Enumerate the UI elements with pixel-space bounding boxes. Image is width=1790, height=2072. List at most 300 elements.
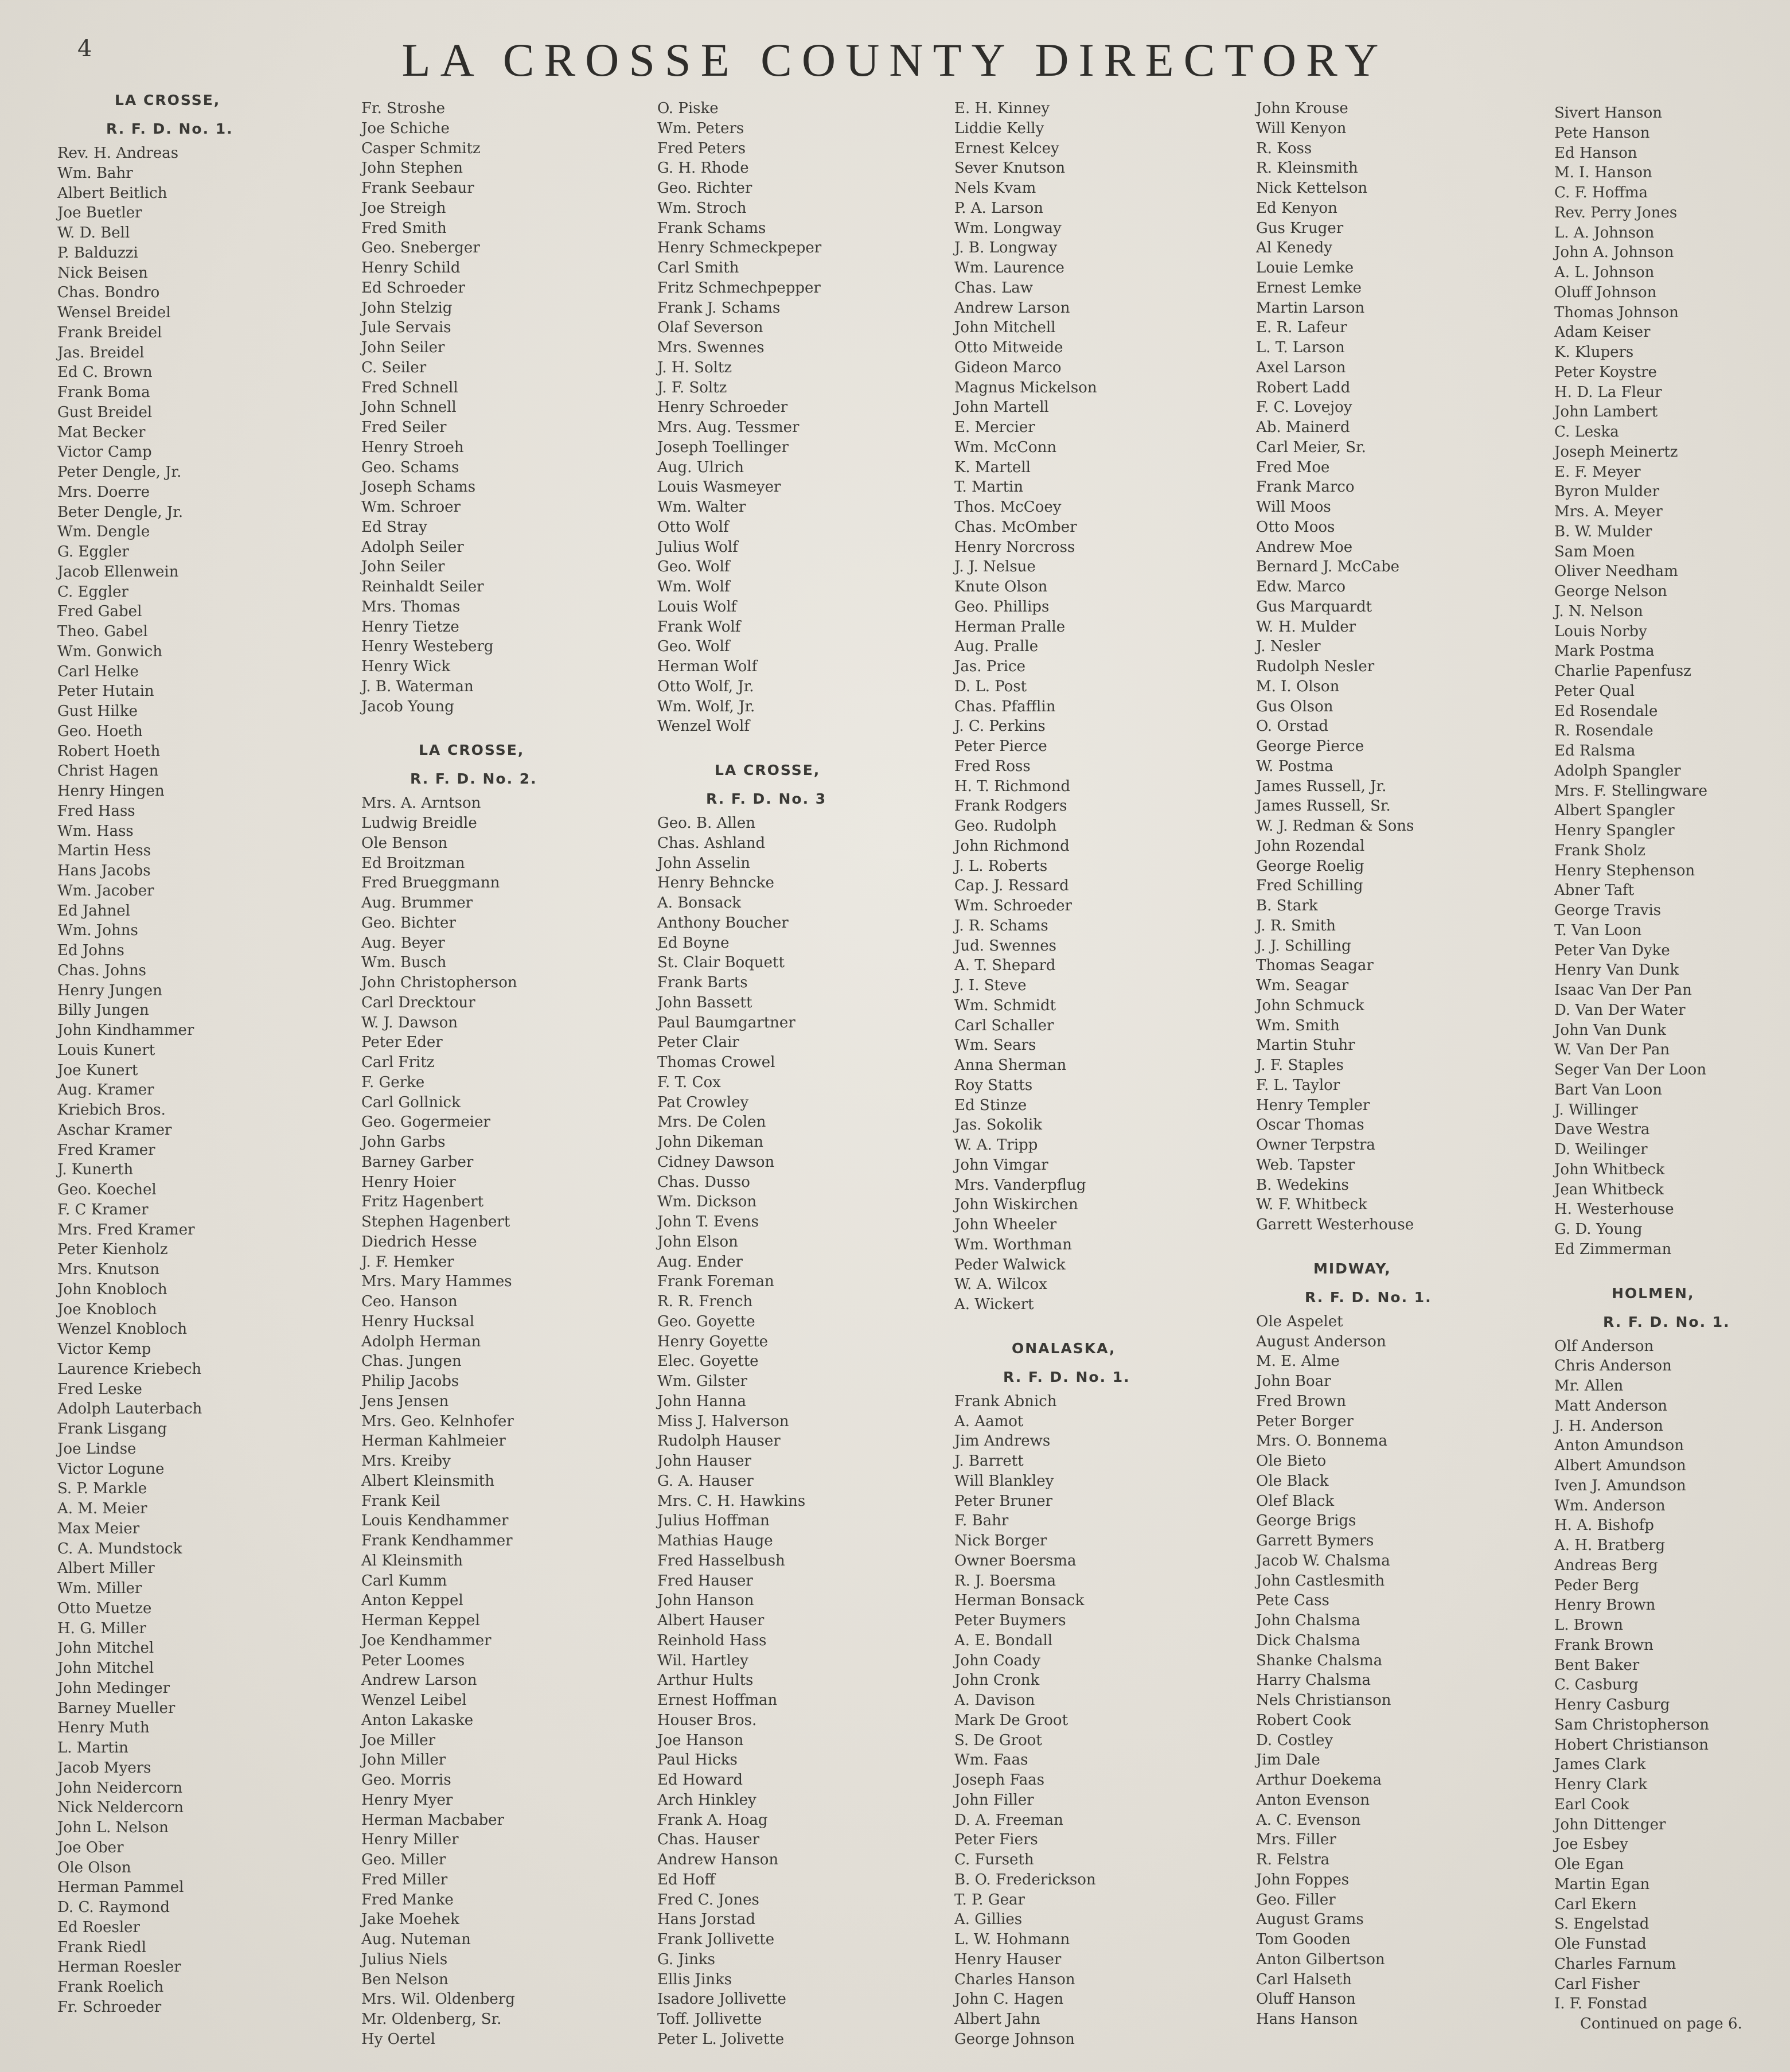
directory-entry: Joe Knobloch [57, 1300, 157, 1318]
directory-entry: Frank Brown [1554, 1636, 1653, 1654]
directory-entry: Mrs. Aug. Tessmer [657, 419, 800, 436]
directory-entry: Thomas Seagar [1256, 957, 1374, 975]
directory-entry: John Cronk [954, 1672, 1040, 1689]
directory-entry: Anton Amundson [1554, 1437, 1684, 1455]
section-heading: LA CROSSE, [419, 742, 525, 759]
directory-entry: Mrs. Doerre [57, 483, 150, 501]
directory-entry: John Dikeman [657, 1134, 764, 1151]
section-subheading: R. F. D. No. 3 [706, 790, 827, 807]
directory-entry: Fr. Stroshe [361, 100, 445, 117]
directory-entry: Houser Bros. [657, 1711, 757, 1729]
directory-entry: Hans Jorstad [657, 1911, 755, 1929]
directory-entry: Sam Christopherson [1554, 1716, 1710, 1734]
directory-entry: Pat Crowley [657, 1093, 749, 1111]
directory-entry: Henry Norcross [954, 538, 1075, 556]
directory-entry: Thomas Johnson [1554, 303, 1679, 321]
directory-entry: D. Van Der Water [1554, 1001, 1686, 1019]
name-list [361, 793, 648, 2049]
directory-entry: John Elson [657, 1233, 738, 1251]
directory-entry: Wm. Faas [954, 1751, 1028, 1769]
directory-entry: Joe Streigh [361, 199, 446, 217]
directory-entry: J. J. Nelsue [954, 558, 1036, 576]
directory-entry: Wm. Laurence [954, 259, 1064, 276]
directory-entry: Wm. Hass [57, 822, 134, 840]
directory-entry: Peder Walwick [954, 1256, 1066, 1273]
directory-entry: John Coady [954, 1652, 1041, 1669]
directory-entry: John Filler [954, 1791, 1034, 1809]
directory-entry: Magnus Mickelson [954, 379, 1097, 396]
directory-entry: Jud. Swennes [954, 937, 1057, 955]
directory-entry: Carl Ekern [1554, 1895, 1637, 1913]
directory-entry: Frank Rodgers [954, 797, 1067, 815]
directory-entry: Otto Mitweide [954, 339, 1063, 356]
directory-entry: Herman Pammel [57, 1879, 184, 1896]
directory-entry: Ernest Hoffman [657, 1692, 778, 1709]
directory-entry: Robert Hoeth [57, 742, 161, 760]
directory-entry: T. P. Gear [954, 1891, 1025, 1909]
directory-entry: Peter Dengle, Jr. [57, 464, 182, 481]
directory-entry: Oluff Johnson [1554, 283, 1657, 301]
directory-entry: Martin Stuhr [1256, 1037, 1355, 1054]
directory-entry: Fred Miller [361, 1871, 448, 1888]
directory-entry: Aug. Brummer [361, 894, 473, 912]
directory-entry: Hobert Christianson [1554, 1736, 1709, 1754]
directory-entry: Jule Servais [361, 319, 451, 337]
directory-entry: Louis Wasmeyer [657, 478, 781, 496]
directory-entry: Albert Miller [57, 1560, 155, 1578]
directory-entry: Mrs. Swennes [657, 339, 765, 356]
directory-entry: M. E. Alme [1256, 1353, 1340, 1370]
directory-entry: E. Mercier [954, 419, 1035, 436]
directory-entry: Henry Casburg [1554, 1696, 1670, 1713]
directory-entry: Wm. Gilster [657, 1373, 747, 1390]
directory-entry: Rev. Perry Jones [1554, 204, 1678, 221]
directory-entry: Wm. Walter [657, 498, 746, 516]
directory-entry: Thomas Crowel [657, 1054, 775, 1071]
directory-entry: John Castlesmith [1256, 1572, 1385, 1590]
directory-entry: Fred Schnell [361, 379, 458, 396]
directory-entry: Axel Larson [1256, 359, 1346, 376]
directory-entry: C. Seiler [361, 359, 427, 376]
directory-entry: H. Westerhouse [1554, 1201, 1674, 1218]
directory-entry: Julius Hoffman [657, 1512, 770, 1530]
directory-entry: Rudolph Nesler [1256, 658, 1375, 675]
directory-entry: Henry Miller [361, 1831, 459, 1849]
name-list [657, 99, 944, 737]
directory-entry: F. C. Lovejoy [1256, 399, 1352, 416]
directory-entry: A. Aamot [954, 1412, 1024, 1430]
directory-entry: Nick Borger [954, 1532, 1047, 1549]
directory-entry: Olaf Severson [657, 319, 763, 337]
directory-entry: Rudolph Hauser [657, 1432, 781, 1450]
directory-entry: Arch Hinkley [657, 1791, 756, 1809]
directory-entry: Frank Abnich [954, 1392, 1057, 1410]
directory-entry: P. Balduzzi [57, 244, 138, 262]
directory-entry: Wm. Johns [57, 922, 138, 940]
directory-entry: Henry Clark [1554, 1776, 1648, 1793]
directory-entry: Barney Mueller [57, 1699, 176, 1717]
directory-entry: Joe Hanson [657, 1731, 744, 1749]
directory-entry: Fr. Schroeder [57, 1998, 162, 2016]
directory-entry: K. Klupers [1554, 344, 1634, 361]
directory-entry: Carl Fisher [1554, 1975, 1640, 1993]
directory-entry: John Wheeler [954, 1216, 1057, 1233]
directory-column-2 [361, 99, 648, 2050]
directory-entry: Albert Kleinsmith [361, 1472, 494, 1490]
directory-entry: A. Davison [954, 1692, 1035, 1709]
directory-column-4 [954, 99, 1241, 2050]
directory-entry: Pete Hanson [1554, 124, 1650, 142]
directory-entry: Wm. Anderson [1554, 1497, 1666, 1514]
name-list [657, 813, 944, 2050]
directory-entry: Ole Aspelet [1256, 1312, 1343, 1330]
directory-entry: John Knobloch [57, 1280, 167, 1298]
directory-entry: Frank A. Hoag [657, 1811, 768, 1829]
directory-entry: Jas. Breidel [57, 344, 145, 361]
directory-entry: E. F. Meyer [1554, 463, 1641, 481]
directory-entry: Dave Westra [1554, 1121, 1650, 1139]
directory-entry: Arthur Doekema [1256, 1771, 1382, 1789]
directory-entry: Owner Boersma [954, 1552, 1077, 1569]
directory-entry: Laurence Kriebech [57, 1360, 202, 1378]
directory-entry: M. I. Olson [1256, 677, 1340, 695]
section-heading: LA CROSSE, [115, 92, 221, 108]
directory-entry: Ed Schroeder [361, 279, 465, 297]
directory-entry: Ed Rosendale [1554, 702, 1658, 720]
directory-entry: A. T. Shepard [954, 957, 1056, 975]
directory-entry: C. Eggler [57, 583, 128, 601]
directory-entry: Joe Kunert [57, 1061, 138, 1079]
directory-entry: Ed Howard [657, 1771, 743, 1789]
section-heading: HOLMEN, [1612, 1284, 1695, 1302]
directory-entry: John Whitbeck [1554, 1160, 1665, 1178]
directory-entry: James Russell, Sr. [1256, 797, 1391, 815]
directory-entry: Otto Wolf, Jr. [657, 677, 754, 695]
directory-entry: Mrs. Wil. Oldenberg [361, 1991, 515, 2008]
directory-entry: George Nelson [1554, 583, 1667, 600]
directory-entry: A. M. Meier [57, 1500, 147, 1517]
directory-entry: Mrs. C. H. Hawkins [657, 1492, 806, 1510]
directory-entry: H. T. Richmond [954, 777, 1071, 795]
directory-entry: John Vimgar [954, 1156, 1048, 1174]
directory-entry: Frank Boma [57, 384, 150, 401]
directory-entry: G. H. Rhode [657, 159, 749, 177]
directory-entry: D. Weilinger [1554, 1141, 1648, 1158]
directory-entry: Gus Olson [1256, 698, 1333, 715]
directory-entry: Geo. Wolf [657, 638, 730, 656]
name-list [1256, 1312, 1543, 2030]
directory-entry: Geo. Goyette [657, 1312, 755, 1330]
directory-entry: Peter Hutain [57, 683, 154, 700]
directory-entry: Carl Fritz [361, 1054, 435, 1071]
directory-entry: Mrs. Filler [1256, 1831, 1336, 1849]
directory-entry: Peter Qual [1554, 682, 1635, 700]
directory-entry: R. J. Boersma [954, 1572, 1056, 1590]
directory-entry: Chas. Pfafflin [954, 698, 1056, 715]
directory-entry: Ole Egan [1554, 1856, 1624, 1873]
directory-entry: Ole Black [1256, 1472, 1329, 1490]
directory-entry: Wm. Longway [954, 219, 1062, 237]
directory-entry: C. F. Hoffma [1554, 184, 1648, 201]
directory-entry: Robert Ladd [1256, 379, 1351, 396]
directory-entry: Billy Jungen [57, 1002, 149, 1019]
directory-entry: Henry Hingen [57, 782, 165, 800]
directory-entry: Wm. Sears [954, 1037, 1036, 1054]
directory-entry: Aug. Pralle [954, 638, 1039, 656]
directory-entry: Carl Halseth [1256, 1970, 1352, 1988]
directory-entry: Hy Oertel [361, 2030, 435, 2048]
directory-entry: Max Meier [57, 1520, 140, 1537]
directory-entry: George Johnson [954, 2030, 1075, 2048]
directory-entry: Geo. Phillips [954, 598, 1050, 616]
directory-entry: G. D. Young [1554, 1221, 1643, 1238]
directory-entry: Joseph Schams [361, 478, 476, 496]
directory-entry: J. Kunerth [57, 1161, 134, 1179]
directory-entry: Geo. Koechel [57, 1181, 157, 1198]
directory-entry: Albert Hauser [657, 1612, 765, 1629]
directory-entry: Shanke Chalsma [1256, 1652, 1383, 1669]
directory-entry: Frank Seebaur [361, 180, 474, 197]
directory-entry: Diedrich Hesse [361, 1233, 477, 1251]
directory-entry: Owner Terpstra [1256, 1136, 1375, 1154]
directory-entry: Mrs. Kreiby [361, 1452, 451, 1470]
directory-entry: J. L. Roberts [954, 857, 1048, 875]
directory-entry: A. E. Bondall [954, 1631, 1053, 1649]
directory-entry: Frank Keil [361, 1492, 440, 1510]
directory-entry: Gideon Marco [954, 359, 1062, 376]
directory-entry: J. B. Waterman [361, 677, 474, 695]
directory-entry: J. H. Anderson [1554, 1417, 1663, 1435]
directory-entry: Wensel Breidel [57, 304, 171, 321]
directory-entry: Wm. Wolf [657, 578, 730, 595]
directory-entry: Fred Hass [57, 802, 135, 820]
directory-entry: Fred Gabel [57, 603, 142, 621]
page-number: 4 [77, 36, 92, 62]
directory-entry: John Neidercorn [57, 1779, 183, 1797]
directory-entry: John T. Evens [657, 1213, 759, 1230]
directory-entry: Louis Norby [1554, 622, 1647, 640]
directory-entry: Fred Kramer [57, 1141, 155, 1159]
directory-entry: Peter Fiers [954, 1831, 1038, 1849]
directory-entry: Will Kenyon [1256, 119, 1347, 137]
section-subheading: R. F. D. No. 1. [1603, 1313, 1730, 1330]
directory-entry: Ed Boyne [657, 934, 730, 952]
directory-entry: Mrs. Thomas [361, 598, 461, 616]
directory-entry: B. W. Mulder [1554, 523, 1652, 540]
directory-entry: Henry Brown [1554, 1596, 1656, 1614]
directory-entry: W. Van Der Pan [1554, 1041, 1670, 1059]
directory-entry: R. R. French [657, 1293, 753, 1310]
directory-entry: Mrs. A. Arntson [361, 794, 481, 812]
directory-entry: L. T. Larson [1256, 339, 1345, 356]
directory-entry: Wenzel Leibel [361, 1692, 467, 1709]
directory-entry: Garrett Bymers [1256, 1532, 1374, 1549]
directory-entry: Geo. Miller [361, 1851, 446, 1868]
directory-entry: Peder Berg [1554, 1576, 1640, 1594]
directory-entry: Carl Meier, Sr. [1256, 438, 1366, 456]
directory-entry: C. Furseth [954, 1851, 1034, 1868]
name-list [954, 1392, 1241, 2050]
directory-entry: Theo. Gabel [57, 623, 148, 640]
directory-entry: Anthony Boucher [657, 914, 789, 932]
directory-entry: Ed Roesler [57, 1918, 140, 1936]
directory-entry: Geo. Richter [657, 180, 752, 197]
directory-entry: J. F. Soltz [657, 379, 727, 396]
directory-entry: J. N. Nelson [1554, 602, 1643, 620]
directory-entry: Frank Schams [657, 219, 766, 237]
directory-entry: Garrett Westerhouse [1256, 1216, 1414, 1233]
directory-column-5 [1256, 99, 1543, 2030]
directory-entry: Fred Manke [361, 1891, 454, 1909]
directory-entry: Adolph Spangler [1554, 762, 1681, 780]
directory-entry: George Roelig [1256, 857, 1364, 875]
directory-entry: Victor Logune [57, 1460, 165, 1478]
directory-entry: Wenzel Knobloch [57, 1321, 188, 1338]
directory-entry: Victor Camp [57, 443, 152, 461]
directory-entry: Peter L. Jolivette [657, 2030, 785, 2048]
directory-entry: Carl Helke [57, 663, 139, 680]
directory-entry: Earl Cook [1554, 1796, 1629, 1813]
directory-entry: Jas. Price [954, 658, 1025, 675]
directory-entry: James Russell, Jr. [1256, 777, 1387, 795]
directory-column-1 [57, 86, 344, 2018]
directory-entry: Andrew Larson [361, 1672, 477, 1689]
directory-entry: John Hanson [657, 1592, 754, 1610]
directory-entry: Thos. McCoey [954, 498, 1062, 516]
directory-entry: Wm. Dengle [57, 523, 150, 541]
directory-entry: Fred Moe [1256, 458, 1330, 476]
directory-entry: Henry Schmeckpeper [657, 239, 822, 257]
directory-entry: George Travis [1554, 902, 1662, 919]
directory-entry: Henry Stephenson [1554, 862, 1695, 879]
directory-entry: Andrew Larson [954, 299, 1070, 317]
directory-entry: Ed Jahnel [57, 902, 131, 920]
directory-entry: Louis Kunert [57, 1041, 155, 1059]
directory-entry: Mrs. Fred Kramer [57, 1221, 195, 1238]
directory-entry: Fred Hasselbush [657, 1552, 785, 1569]
directory-entry: George Brigs [1256, 1512, 1356, 1530]
directory-entry: James Clark [1554, 1756, 1646, 1774]
page-title: LA CROSSE COUNTY DIRECTORY [401, 34, 1389, 86]
directory-entry: Carl Smith [657, 259, 739, 276]
directory-entry: John C. Hagen [954, 1991, 1064, 2008]
directory-entry: Miss J. Halverson [657, 1412, 789, 1430]
directory-entry: Jacob Ellenwein [57, 563, 179, 581]
directory-entry: Henry Spangler [1554, 822, 1675, 839]
directory-entry: J. J. Schilling [1256, 937, 1351, 955]
directory-entry: Henry Hucksal [361, 1312, 475, 1330]
directory-entry: Bent Baker [1554, 1656, 1640, 1674]
directory-entry: Ole Olson [57, 1859, 131, 1876]
directory-entry: Geo. B. Allen [657, 815, 756, 832]
directory-entry: Fred Leske [57, 1380, 142, 1398]
directory-entry: Albert Amundson [1554, 1457, 1686, 1474]
directory-entry: S. P. Markle [57, 1480, 147, 1498]
directory-entry: Herman Bonsack [954, 1592, 1085, 1610]
directory-entry: Ed Johns [57, 942, 124, 959]
name-list [954, 99, 1241, 1315]
directory-entry: Henry Goyette [657, 1333, 768, 1350]
directory-entry: Wm. Worthman [954, 1236, 1073, 1253]
directory-entry: Frank Roelich [57, 1978, 164, 1996]
directory-entry: J. B. Longway [954, 239, 1058, 257]
directory-entry: J. C. Perkins [954, 718, 1046, 735]
directory-entry: Peter Bruner [954, 1492, 1053, 1510]
directory-entry: A. Wickert [954, 1296, 1034, 1313]
directory-entry: Christ Hagen [57, 762, 159, 780]
directory-entry: T. Van Loon [1554, 921, 1642, 939]
directory-entry: Stephen Hagenbert [361, 1213, 510, 1230]
directory-entry: Olef Black [1256, 1492, 1335, 1510]
directory-entry: August Grams [1256, 1911, 1364, 1929]
directory-entry: Oscar Thomas [1256, 1116, 1364, 1134]
directory-entry: Wm. Dickson [657, 1193, 757, 1211]
directory-entry: Henry Muth [57, 1719, 150, 1737]
name-list [1554, 103, 1790, 1260]
directory-entry: Frank Breidel [57, 324, 162, 341]
directory-entry: Anton Gilbertson [1256, 1950, 1385, 1968]
directory-column-3 [657, 99, 944, 2050]
directory-entry: John Asselin [657, 854, 751, 872]
directory-entry: C. Leska [1554, 423, 1619, 441]
directory-entry: Fred Seiler [361, 419, 447, 436]
directory-entry: Wm. Miller [57, 1580, 142, 1597]
directory-entry: Fred Brueggmann [361, 874, 500, 892]
directory-entry: Sivert Hanson [1554, 104, 1663, 122]
directory-entry: Aug. Nuteman [361, 1931, 471, 1948]
directory-entry: Joe Kendhammer [361, 1631, 492, 1649]
directory-entry: Sam Moen [1554, 543, 1635, 560]
directory-entry: John Stelzig [361, 299, 453, 317]
directory-entry: J. Barrett [954, 1452, 1024, 1470]
directory-entry: St. Clair Boquett [657, 954, 785, 972]
directory-entry: Albert Spangler [1554, 802, 1675, 820]
directory-entry: Nels Christianson [1256, 1692, 1391, 1709]
directory-entry: Wm. Busch [361, 954, 447, 972]
directory-entry: Geo. Filler [1256, 1891, 1336, 1909]
directory-entry: Iven J. Amundson [1554, 1477, 1686, 1494]
directory-entry: Henry Stroeh [361, 438, 464, 456]
directory-entry: Cap. J. Ressard [954, 877, 1069, 895]
directory-entry: Pete Cass [1256, 1592, 1329, 1610]
directory-entry: Chas. Bondro [57, 284, 160, 302]
directory-entry: G. A. Hauser [657, 1472, 754, 1490]
directory-entry: E. R. Lafeur [1256, 319, 1347, 337]
directory-entry: Mrs. De Colen [657, 1113, 766, 1131]
directory-entry: Ellis Jinks [657, 1970, 732, 1988]
directory-entry: Hans Hanson [1256, 2011, 1358, 2028]
directory-entry: J. H. Soltz [657, 359, 732, 376]
directory-entry: Ab. Mainerd [1256, 419, 1350, 436]
directory-entry: Edw. Marco [1256, 578, 1346, 595]
directory-entry: Ed Stinze [954, 1096, 1027, 1114]
directory-entry: Joe Buetler [57, 204, 142, 222]
directory-entry: Adolph Lauterbach [57, 1400, 202, 1418]
directory-entry: Wm. Bahr [57, 164, 133, 182]
directory-entry: W. J. Redman & Sons [1256, 817, 1414, 835]
directory-entry: Ernest Kelcey [954, 139, 1059, 157]
directory-entry: M. I. Hanson [1554, 164, 1652, 182]
directory-entry: F. T. Cox [657, 1073, 721, 1091]
directory-entry: Peter Pierce [954, 738, 1047, 755]
directory-entry: D. C. Raymond [57, 1899, 170, 1916]
directory-entry: Rev. H. Andreas [57, 145, 179, 162]
directory-entry: John A. Johnson [1554, 244, 1674, 262]
directory-entry: Reinhold Hass [657, 1631, 767, 1649]
directory-entry: D. A. Freeman [954, 1811, 1063, 1829]
name-list [57, 143, 344, 2018]
directory-entry: O. Piske [657, 100, 719, 117]
